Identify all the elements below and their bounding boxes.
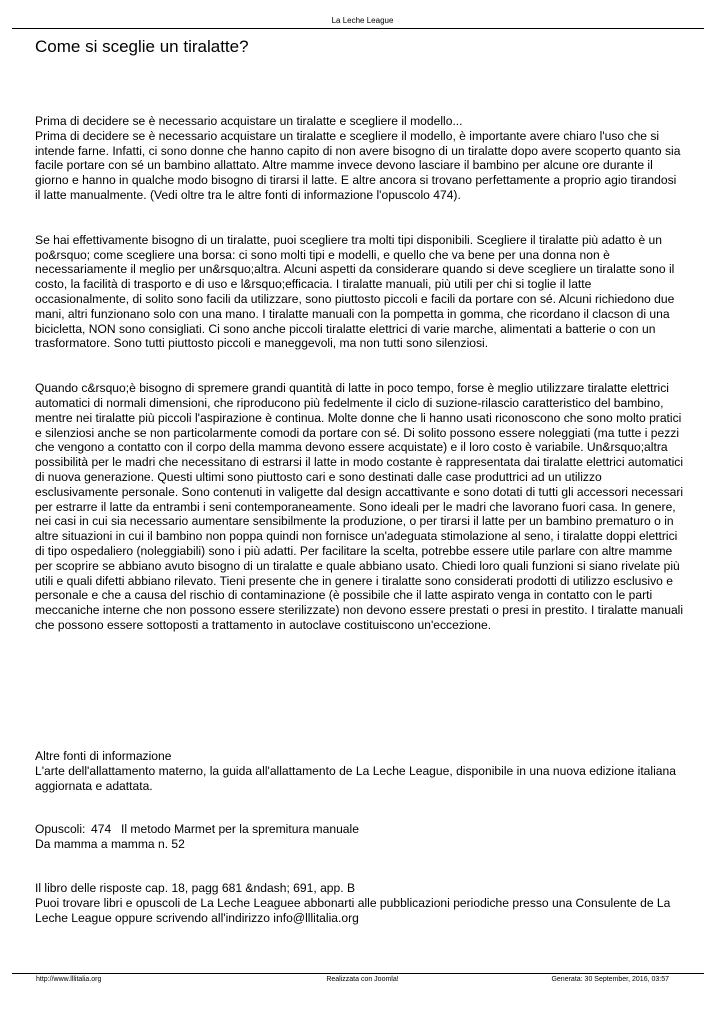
opuscoli-number: 474 — [91, 822, 112, 837]
footer-divider — [12, 973, 704, 974]
article-body — [35, 114, 685, 633]
sources-answers-book: Il libro delle risposte cap. 18, pagg 681 &ndash; 691, app. B — [35, 880, 356, 895]
footer-made-with: Realizzata con Joomla! — [326, 976, 399, 983]
sources-magazine: Da mamma a mamma n. 52 — [35, 837, 185, 852]
sources-opuscoli — [35, 822, 690, 837]
sources-contact: Puoi trovare libri e opuscoli de La Leche Leaguee abbonarti alle pubblicazioni periodiche presso una Consulente de La Leche League oppure scrivendo all'indirizzo info@lllitalia.org — [35, 895, 671, 925]
article-paragraph: Prima di decidere se è necessario acquistare un tiralatte e scegliere il modello, è importante avere chiaro l'uso che si intende farne. Infatti, ci sono donne che hanno capito di non avere bisogno di un tiralatte dopo avere scoperto quanto sia facile portare con sé un bambino allattato. Altre mamme invece devono lasciare il bambino per alcune ore durante il giorno e hanno in qualche modo bisogno di tirarsi il latte. E altre ancora si trovano perfettamente a proprio agio tirandosi il latte manualmente. (Vedi oltre tra le altre fonti di informazione l'opuscolo 474). — [35, 128, 681, 202]
sources-section — [35, 749, 690, 925]
opuscoli-title: Il metodo Marmet per la spremitura manuale — [121, 822, 359, 837]
article-paragraph: Quando c&rsquo;è bisogno di spremere grandi quantità di latte in poco tempo, forse è meglio utilizzare tiralatte elettrici automatici di normali dimensioni, che riproducono più fedelmente il ciclo di suzione-rilascio caratteristico del bambino, mentre nei tiralatte più piccoli l'aspirazione è continua. Molte donne che li hanno usati riconoscono che sono molto pratici e silenziosi anche se non particolarmente comodi da portare con sé. Di solito possono essere noleggiati (ma tutte i pezzi che vengono a contatto con il corpo della mamma devono essere acquistate) e il loro costo è variabile. Un&rsquo;altra possibilità per le madri che necessitano di estrarsi il latte in modo costante è rappresentata dai tiralatte elettrici automatici di nuova generazione. Questi ultimi sono piuttosto cari e sono destinati dalle case produttrici ad un utilizzo esclusivamente personale. Sono contenuti in valigette dal design accattivante e sono dotati di tutti gli accessori necessari per estrarre il latte da entrambi i seni contemporaneamente. Sono ideali per le madri che lavorano fuori casa. In genere, nei casi in cui sia necessario aumentare sensibilmente la produzione, o per tirarsi il latte per un bambino prematuro o in altre situazioni in cui il bambino non poppa quindi non fornisce un'adeguata stimolazione al seno, i tiralatte doppi elettrici di tipo ospedaliero (noleggiabili) sono i più adatti. Per facilitare la scelta, potrebbe essere utile parlare con altre mamme per scoprire se abbiano avuto bisogno di un tiralatte e quale abbiano usato. Chiedi loro quali funzioni si siano rivelate più utili e quali difetti abbiano rilevato. Tieni presente che in genere i tiralatte sono considerati prodotti di utilizzo esclusivo e personale e che a causa del rischio di contaminazione (è possibile che il latte aspirato venga in contatto con le parti meccaniche interne che non possono essere sterilizzate) non devono essere prestati o presi in prestito. I tiralatte manuali che possono essere sottoposti a trattamento in autoclave costituiscono un'eccezione. — [35, 381, 684, 632]
opuscoli-label: Opuscoli: — [35, 822, 86, 837]
header-divider — [12, 28, 704, 29]
page-header-site: La Leche League — [331, 16, 394, 25]
article-paragraph: Se hai effettivamente bisogno di un tiralatte, puoi scegliere tra molti tipi disponibili. Scegliere il tiralatte più adatto è un po&rsquo; come scegliere una borsa: ci sono molti tipi e modelli, e quello che va bene per una donna non è necessariamente il meglio per un&rsquo;altra. Alcuni aspetti da considerare quando si deve scegliere un tiralatte sono il costo, la facilità di trasporto e di uso e l&rsquo;efficacia. I tiralatte manuali, più utili per chi si toglie il latte occasionalmente, di solito sono facili da utilizzare, sono piuttosto piccoli e facili da portare con sé. Alcuni richiedono due mani, altri funzionano solo con una mano. I tiralatte manuali con la pompetta in gomma, che ricordano il clacson di una bicicletta, NON sono consigliati. Ci sono anche piccoli tiralatte elettrici di varie marche, alimentati a batterie o con un trasformatore. Sono tutti piuttosto piccoli e maneggevoli, ma non tutti sono silenziosi. — [35, 232, 675, 351]
article-title: Come si sceglie un tiralatte? — [35, 37, 249, 56]
footer-url-link[interactable]: http://www.lllitalia.org — [36, 976, 102, 983]
footer-generated: Generata: 30 September, 2016, 03:57 — [551, 976, 669, 983]
sources-heading: Altre fonti di informazione — [35, 749, 172, 763]
sources-book: L'arte dell'allattamento materno, la guida all'allattamento de La Leche League, disponibile in una nuova edizione italiana aggiornata e adattata. — [35, 763, 676, 793]
article-intro: Prima di decidere se è necessario acquistare un tiralatte e scegliere il modello... — [35, 114, 463, 128]
